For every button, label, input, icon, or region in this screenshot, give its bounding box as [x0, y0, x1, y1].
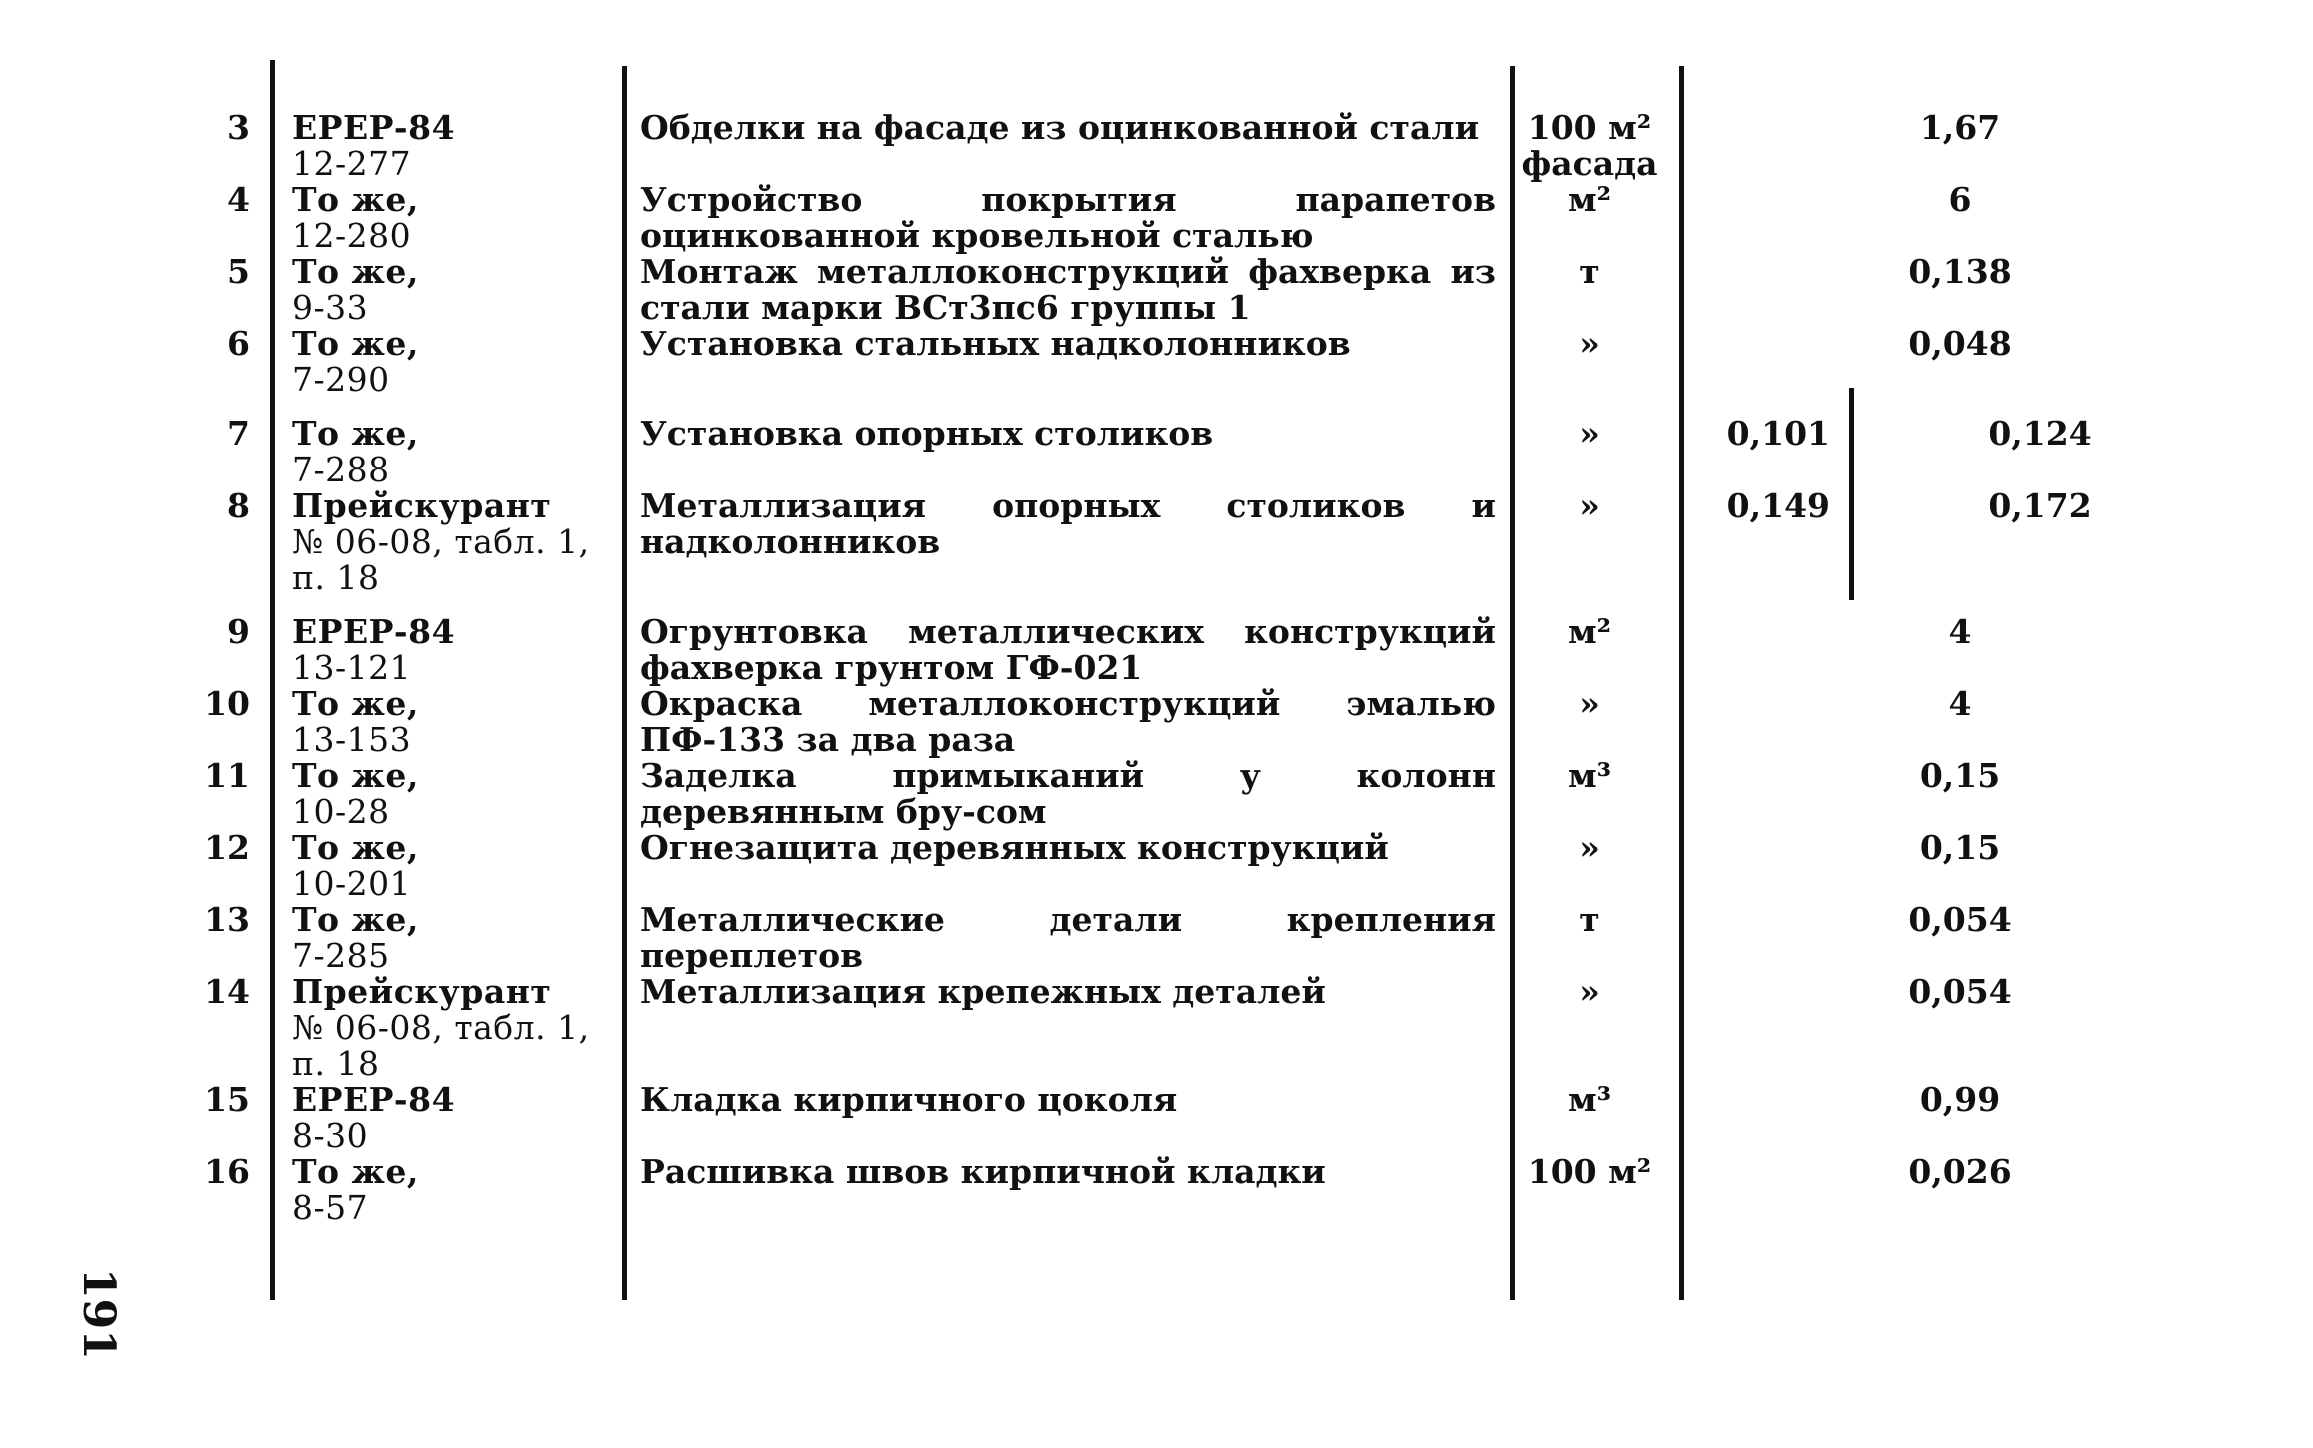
row-source — [292, 614, 614, 686]
source-line-1: Прейскурант — [292, 972, 552, 1011]
row-number: 8 — [227, 486, 250, 525]
row-value-2: 0,138 — [1908, 252, 2012, 291]
row-source — [292, 686, 614, 758]
row-source — [292, 1154, 614, 1226]
source-line-2: № 06-08, табл. 1, п. 18 — [292, 1008, 590, 1083]
rule-values — [1849, 388, 1854, 600]
source-line-1: То же, — [292, 414, 419, 453]
source-line-2: 8-30 — [292, 1116, 369, 1155]
row-description: Заделка примыканий у колонн деревянным бру-сом — [640, 756, 1496, 831]
row-unit: м² — [1567, 180, 1612, 219]
source-line-2: 7-288 — [292, 450, 390, 489]
row-description: Установка стальных надколонников — [640, 324, 1351, 363]
source-line-1: То же, — [292, 180, 419, 219]
row-description: Установка опорных столиков — [640, 414, 1214, 453]
row-description: Металлические детали крепления переплетов — [640, 900, 1496, 975]
row-unit: » — [1579, 414, 1600, 453]
source-line-2: 12-280 — [292, 216, 412, 255]
row-unit: т — [1579, 900, 1600, 939]
row-value-2: 4 — [1948, 612, 1972, 651]
row-number: 15 — [204, 1080, 250, 1119]
row-number: 11 — [204, 756, 250, 795]
row-source — [292, 326, 614, 398]
source-line-2: 7-290 — [292, 360, 390, 399]
row-value-2: 0,026 — [1908, 1152, 2012, 1191]
rule-left — [270, 60, 275, 1300]
row-value-2: 4 — [1948, 684, 1972, 723]
row-number: 12 — [204, 828, 250, 867]
row-value-2: 0,054 — [1908, 972, 2012, 1011]
source-line-2: № 06-08, табл. 1, п. 18 — [292, 522, 590, 597]
source-line-2: 13-153 — [292, 720, 412, 759]
row-value-2: 6 — [1948, 180, 1972, 219]
row-number: 13 — [204, 900, 250, 939]
row-unit: » — [1579, 486, 1600, 525]
source-line-1: То же, — [292, 252, 419, 291]
row-value-2: 0,15 — [1919, 756, 2001, 795]
source-line-2: 8-57 — [292, 1188, 369, 1227]
row-source — [292, 416, 614, 488]
row-source — [292, 110, 614, 182]
source-line-2: 9-33 — [292, 288, 369, 327]
row-unit: м² — [1567, 612, 1612, 651]
row-description: Металлизация опорных столиков и надколонников — [640, 486, 1496, 561]
row-description: Расшивка швов кирпичной кладки — [640, 1152, 1326, 1191]
row-source — [292, 830, 614, 902]
row-value-2: 0,124 — [1988, 414, 2092, 453]
row-unit: » — [1579, 828, 1600, 867]
row-number: 4 — [227, 180, 250, 219]
row-unit: » — [1579, 324, 1600, 363]
row-unit: » — [1579, 684, 1600, 723]
source-line-2: 10-28 — [292, 792, 390, 831]
row-source — [292, 1082, 614, 1154]
source-line-1: То же, — [292, 324, 419, 363]
row-source — [292, 254, 614, 326]
source-line-1: ЕРЕР-84 — [292, 108, 456, 147]
source-line-2: 10-201 — [292, 864, 412, 903]
row-unit: т — [1579, 252, 1600, 291]
row-description: Огрунтовка металлических конструкций фахверка грунтом ГФ-021 — [640, 612, 1496, 687]
row-unit: 100 м² фасада — [1521, 108, 1658, 183]
source-line-2: 13-121 — [292, 648, 412, 687]
source-line-1: ЕРЕР-84 — [292, 1080, 456, 1119]
row-unit: 100 м² — [1527, 1152, 1652, 1191]
source-line-1: То же, — [292, 1152, 419, 1191]
row-source — [292, 902, 614, 974]
row-value-2: 0,048 — [1908, 324, 2012, 363]
source-line-1: То же, — [292, 684, 419, 723]
rule-source — [622, 66, 627, 1300]
row-unit: » — [1579, 972, 1600, 1011]
row-description: Обделки на фасаде из оцинкованной стали — [640, 108, 1480, 147]
row-description: Устройство покрытия парапетов оцинкованной кровельной сталью — [640, 180, 1496, 255]
row-number: 9 — [227, 612, 250, 651]
source-line-1: Прейскурант — [292, 486, 552, 525]
row-source — [292, 488, 614, 596]
row-value-1: 0,149 — [1726, 486, 1830, 525]
row-number: 16 — [204, 1152, 250, 1191]
row-number: 7 — [227, 414, 250, 453]
row-value-1: 0,101 — [1726, 414, 1830, 453]
row-source — [292, 974, 614, 1082]
page-number: 191 — [73, 1268, 124, 1360]
row-description: Кладка кирпичного цоколя — [640, 1080, 1178, 1119]
row-value-2: 0,15 — [1919, 828, 2001, 867]
row-number: 6 — [227, 324, 250, 363]
row-number: 5 — [227, 252, 250, 291]
source-line-1: ЕРЕР-84 — [292, 612, 456, 651]
row-value-2: 0,99 — [1919, 1080, 2001, 1119]
row-description: Металлизация крепежных деталей — [640, 972, 1326, 1011]
row-value-2: 1,67 — [1919, 108, 2001, 147]
rule-unit — [1679, 66, 1684, 1300]
source-line-1: То же, — [292, 900, 419, 939]
row-source — [292, 182, 614, 254]
row-value-2: 0,172 — [1988, 486, 2092, 525]
row-unit: м³ — [1567, 756, 1612, 795]
row-value-2: 0,054 — [1908, 900, 2012, 939]
row-description: Окраска металлоконструкций эмалью ПФ-133 за два раза — [640, 684, 1496, 759]
row-number: 10 — [204, 684, 250, 723]
row-number: 3 — [227, 108, 250, 147]
row-description: Монтаж металлоконструкций фахверка из стали марки ВСт3пс6 группы 1 — [640, 252, 1496, 327]
source-line-2: 12-277 — [292, 144, 412, 183]
row-unit: м³ — [1567, 1080, 1612, 1119]
row-number: 14 — [204, 972, 250, 1011]
row-source — [292, 758, 614, 830]
source-line-2: 7-285 — [292, 936, 390, 975]
source-line-1: То же, — [292, 828, 419, 867]
row-description: Огнезащита деревянных конструкций — [640, 828, 1389, 867]
source-line-1: То же, — [292, 756, 419, 795]
